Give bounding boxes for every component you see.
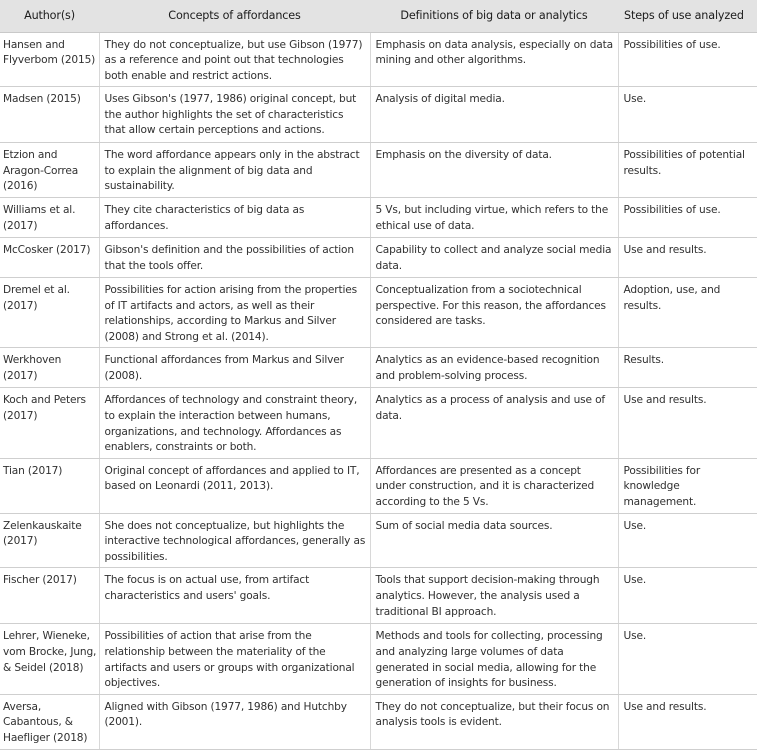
steps-cell: Use. (618, 568, 757, 624)
table-body (0, 32, 757, 749)
header-author: Author(s) (0, 0, 99, 32)
definition-cell: Sum of social media data sources. (370, 513, 618, 568)
steps-cell: Use and results. (618, 238, 757, 278)
table-header (0, 0, 757, 32)
header-row (0, 0, 757, 32)
author-cell: Werkhoven (2017) (0, 348, 99, 388)
steps-cell: Possibilities for knowledge management. (618, 458, 757, 513)
concept-cell: The word affordance appears only in the abstract to explain the alignment of big data and sustainability. (99, 143, 370, 198)
concept-cell: The focus is on actual use, from artifact characteristics and users' goals. (99, 568, 370, 624)
author-cell: McCosker (2017) (0, 238, 99, 278)
table-row (0, 198, 757, 238)
header-definitions: Definitions of big data or analytics (370, 0, 618, 32)
steps-cell: Use and results. (618, 694, 757, 749)
table-row (0, 458, 757, 513)
concept-cell: Functional affordances from Markus and Silver (2008). (99, 348, 370, 388)
author-cell: Madsen (2015) (0, 87, 99, 143)
author-cell: Zelenkauskaite (2017) (0, 513, 99, 568)
concept-cell: She does not conceptualize, but highlights the interactive technological affordances, generally as possibilities. (99, 513, 370, 568)
author-cell: Etzion and Aragon-Correa (2016) (0, 143, 99, 198)
author-cell: Tian (2017) (0, 458, 99, 513)
steps-cell: Possibilities of use. (618, 32, 757, 87)
steps-cell: Use. (618, 513, 757, 568)
table-row (0, 694, 757, 749)
steps-cell: Results. (618, 348, 757, 388)
header-steps: Steps of use analyzed (618, 0, 757, 32)
concept-cell: Possibilities of action that arise from the relationship between the materiality of the artifacts and users or groups with organizational objectives. (99, 624, 370, 694)
concept-cell: Possibilities for action arising from the properties of IT artifacts and actors, as well as their relationships, according to Markus and Silver (2008) and Strong et al. (2014). (99, 278, 370, 348)
table-row (0, 624, 757, 694)
author-cell: Koch and Peters (2017) (0, 388, 99, 458)
steps-cell: Use and results. (618, 388, 757, 458)
table-row (0, 388, 757, 458)
table-row (0, 143, 757, 198)
definition-cell: Emphasis on the diversity of data. (370, 143, 618, 198)
author-cell: Dremel et al. (2017) (0, 278, 99, 348)
definition-cell: Methods and tools for collecting, processing and analyzing large volumes of data generated in social media, allowing for the generation of insights for business. (370, 624, 618, 694)
header-concepts: Concepts of affordances (99, 0, 370, 32)
concept-cell: They cite characteristics of big data as affordances. (99, 198, 370, 238)
definition-cell: 5 Vs, but including virtue, which refers to the ethical use of data. (370, 198, 618, 238)
author-cell: Lehrer, Wieneke, vom Brocke, Jung, & Seidel (2018) (0, 624, 99, 694)
table-row (0, 348, 757, 388)
author-cell: Hansen and Flyverbom (2015) (0, 32, 99, 87)
definition-cell: Tools that support decision-making through analytics. However, the analysis used a traditional BI approach. (370, 568, 618, 624)
definition-cell: Capability to collect and analyze social media data. (370, 238, 618, 278)
author-cell: Williams et al. (2017) (0, 198, 99, 238)
definition-cell: Affordances are presented as a concept under construction, and it is characterized according to the 5 Vs. (370, 458, 618, 513)
steps-cell: Possibilities of potential results. (618, 143, 757, 198)
table-row (0, 568, 757, 624)
steps-cell: Possibilities of use. (618, 198, 757, 238)
definition-cell: Analytics as an evidence-based recognition and problem-solving process. (370, 348, 618, 388)
concept-cell: Gibson's definition and the possibilities of action that the tools offer. (99, 238, 370, 278)
table-row (0, 238, 757, 278)
concept-cell: Original concept of affordances and applied to IT, based on Leonardi (2011, 2013). (99, 458, 370, 513)
author-cell: Fischer (2017) (0, 568, 99, 624)
author-cell: Aversa, Cabantous, & Haefliger (2018) (0, 694, 99, 749)
definition-cell: Conceptualization from a sociotechnical perspective. For this reason, the affordances considered are tasks. (370, 278, 618, 348)
definition-cell: Analytics as a process of analysis and use of data. (370, 388, 618, 458)
concept-cell: Aligned with Gibson (1977, 1986) and Hutchby (2001). (99, 694, 370, 749)
definition-cell: Analysis of digital media. (370, 87, 618, 143)
definition-cell: Emphasis on data analysis, especially on data mining and other algorithms. (370, 32, 618, 87)
concept-cell: Uses Gibson's (1977, 1986) original concept, but the author highlights the set of characteristics that allow certain perceptions and actions. (99, 87, 370, 143)
table-row (0, 87, 757, 143)
table-row (0, 278, 757, 348)
steps-cell: Use. (618, 624, 757, 694)
table-row (0, 32, 757, 87)
steps-cell: Use. (618, 87, 757, 143)
steps-cell: Adoption, use, and results. (618, 278, 757, 348)
definition-cell: They do not conceptualize, but their focus on analysis tools is evident. (370, 694, 618, 749)
concept-cell: They do not conceptualize, but use Gibson (1977) as a reference and point out that technologies both enable and restrict actions. (99, 32, 370, 87)
table-row (0, 513, 757, 568)
concept-cell: Affordances of technology and constraint theory, to explain the interaction between humans, organizations, and technology. Affordances as enablers, constraints or both. (99, 388, 370, 458)
